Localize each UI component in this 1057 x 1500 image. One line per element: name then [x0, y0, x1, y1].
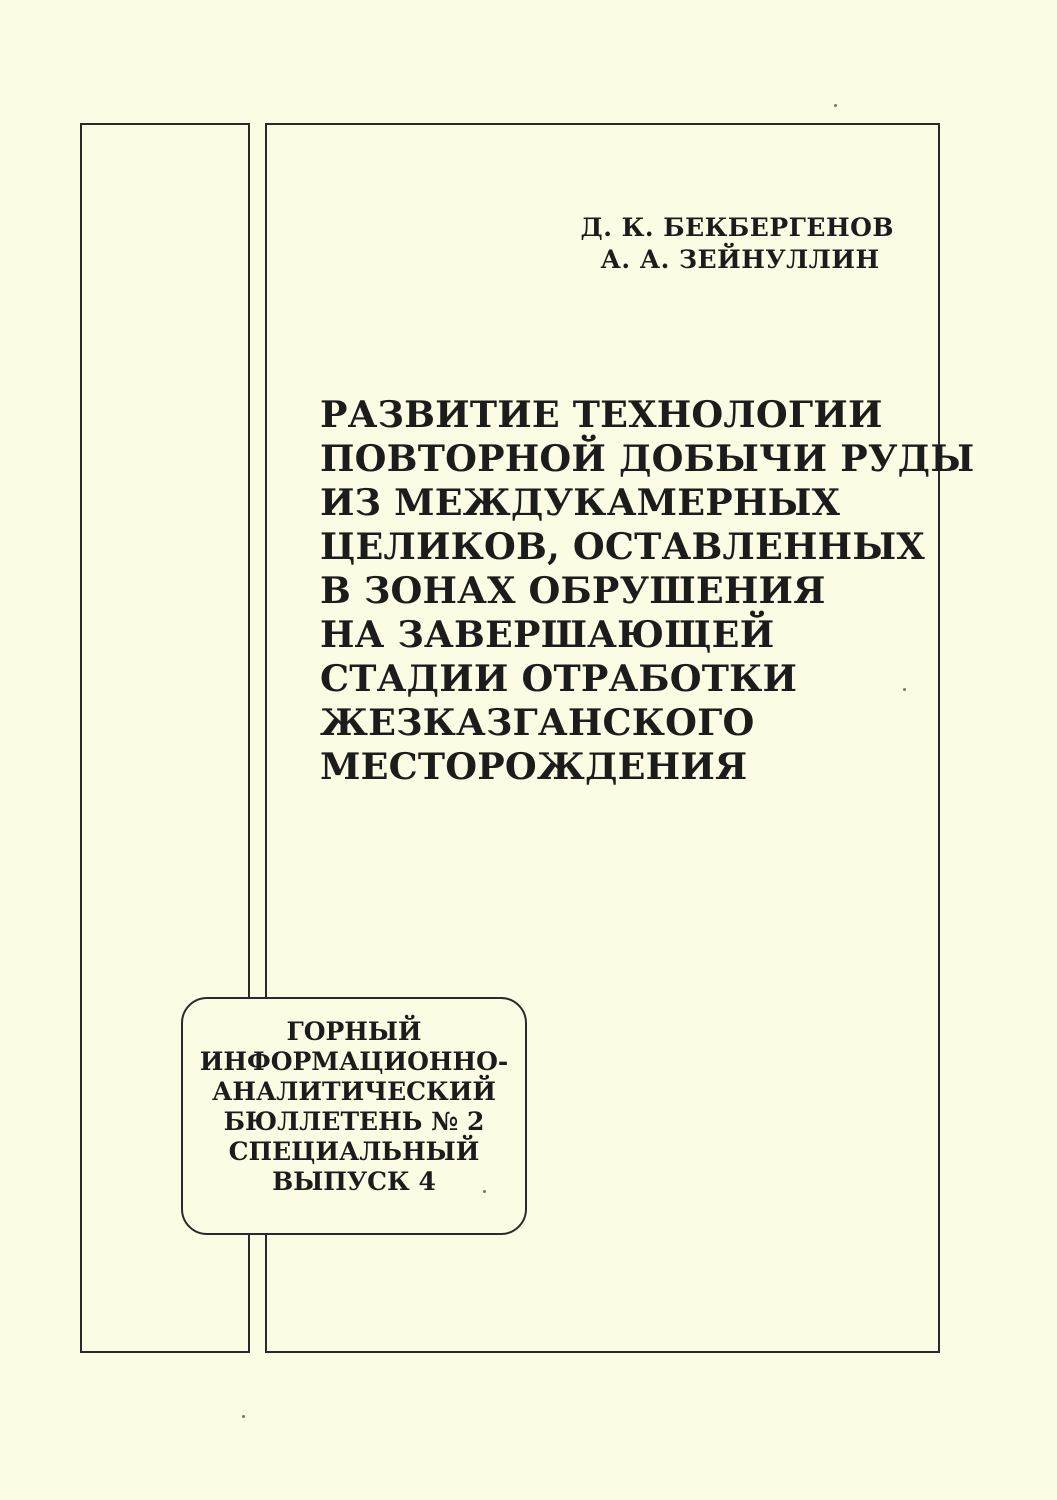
title-line: РАЗВИТИЕ ТЕХНОЛОГИИ — [320, 393, 883, 436]
series-line: СПЕЦИАЛЬНЫЙ — [228, 1137, 480, 1166]
book-title — [320, 393, 975, 789]
title-line: ИЗ МЕЖДУКАМЕРНЫХ — [320, 481, 841, 524]
title-line: В ЗОНАХ ОБРУШЕНИЯ — [320, 569, 826, 612]
title-line: СТАДИИ ОТРАБОТКИ — [320, 657, 798, 700]
author-name: Д. К. БЕКБЕРГЕНОВ — [580, 213, 894, 242]
print-speck — [483, 1190, 486, 1193]
title-line: ПОВТОРНОЙ ДОБЫЧИ РУДЫ — [320, 437, 975, 480]
series-line: БЮЛЛЕТЕНЬ № 2 — [223, 1107, 485, 1136]
series-label-text — [181, 1017, 527, 1197]
title-line: ЖЕЗКАЗГАНСКОГО — [320, 701, 755, 744]
title-line: ЦЕЛИКОВ, ОСТАВЛЕННЫХ — [320, 525, 925, 568]
series-line: АНАЛИТИЧЕСКИЙ — [211, 1077, 497, 1106]
author-name: А. А. ЗЕЙНУЛЛИН — [600, 245, 880, 274]
title-line: МЕСТОРОЖДЕНИЯ — [320, 745, 748, 788]
series-line: ГОРНЫЙ — [286, 1017, 422, 1046]
series-line: ВЫПУСК 4 — [272, 1167, 436, 1196]
print-speck — [834, 104, 837, 107]
authors-block — [580, 212, 894, 276]
print-speck — [242, 1415, 245, 1418]
title-line: НА ЗАВЕРШАЮЩЕЙ — [320, 613, 775, 656]
series-line: ИНФОРМАЦИОННО- — [199, 1047, 509, 1076]
print-speck — [903, 688, 906, 691]
